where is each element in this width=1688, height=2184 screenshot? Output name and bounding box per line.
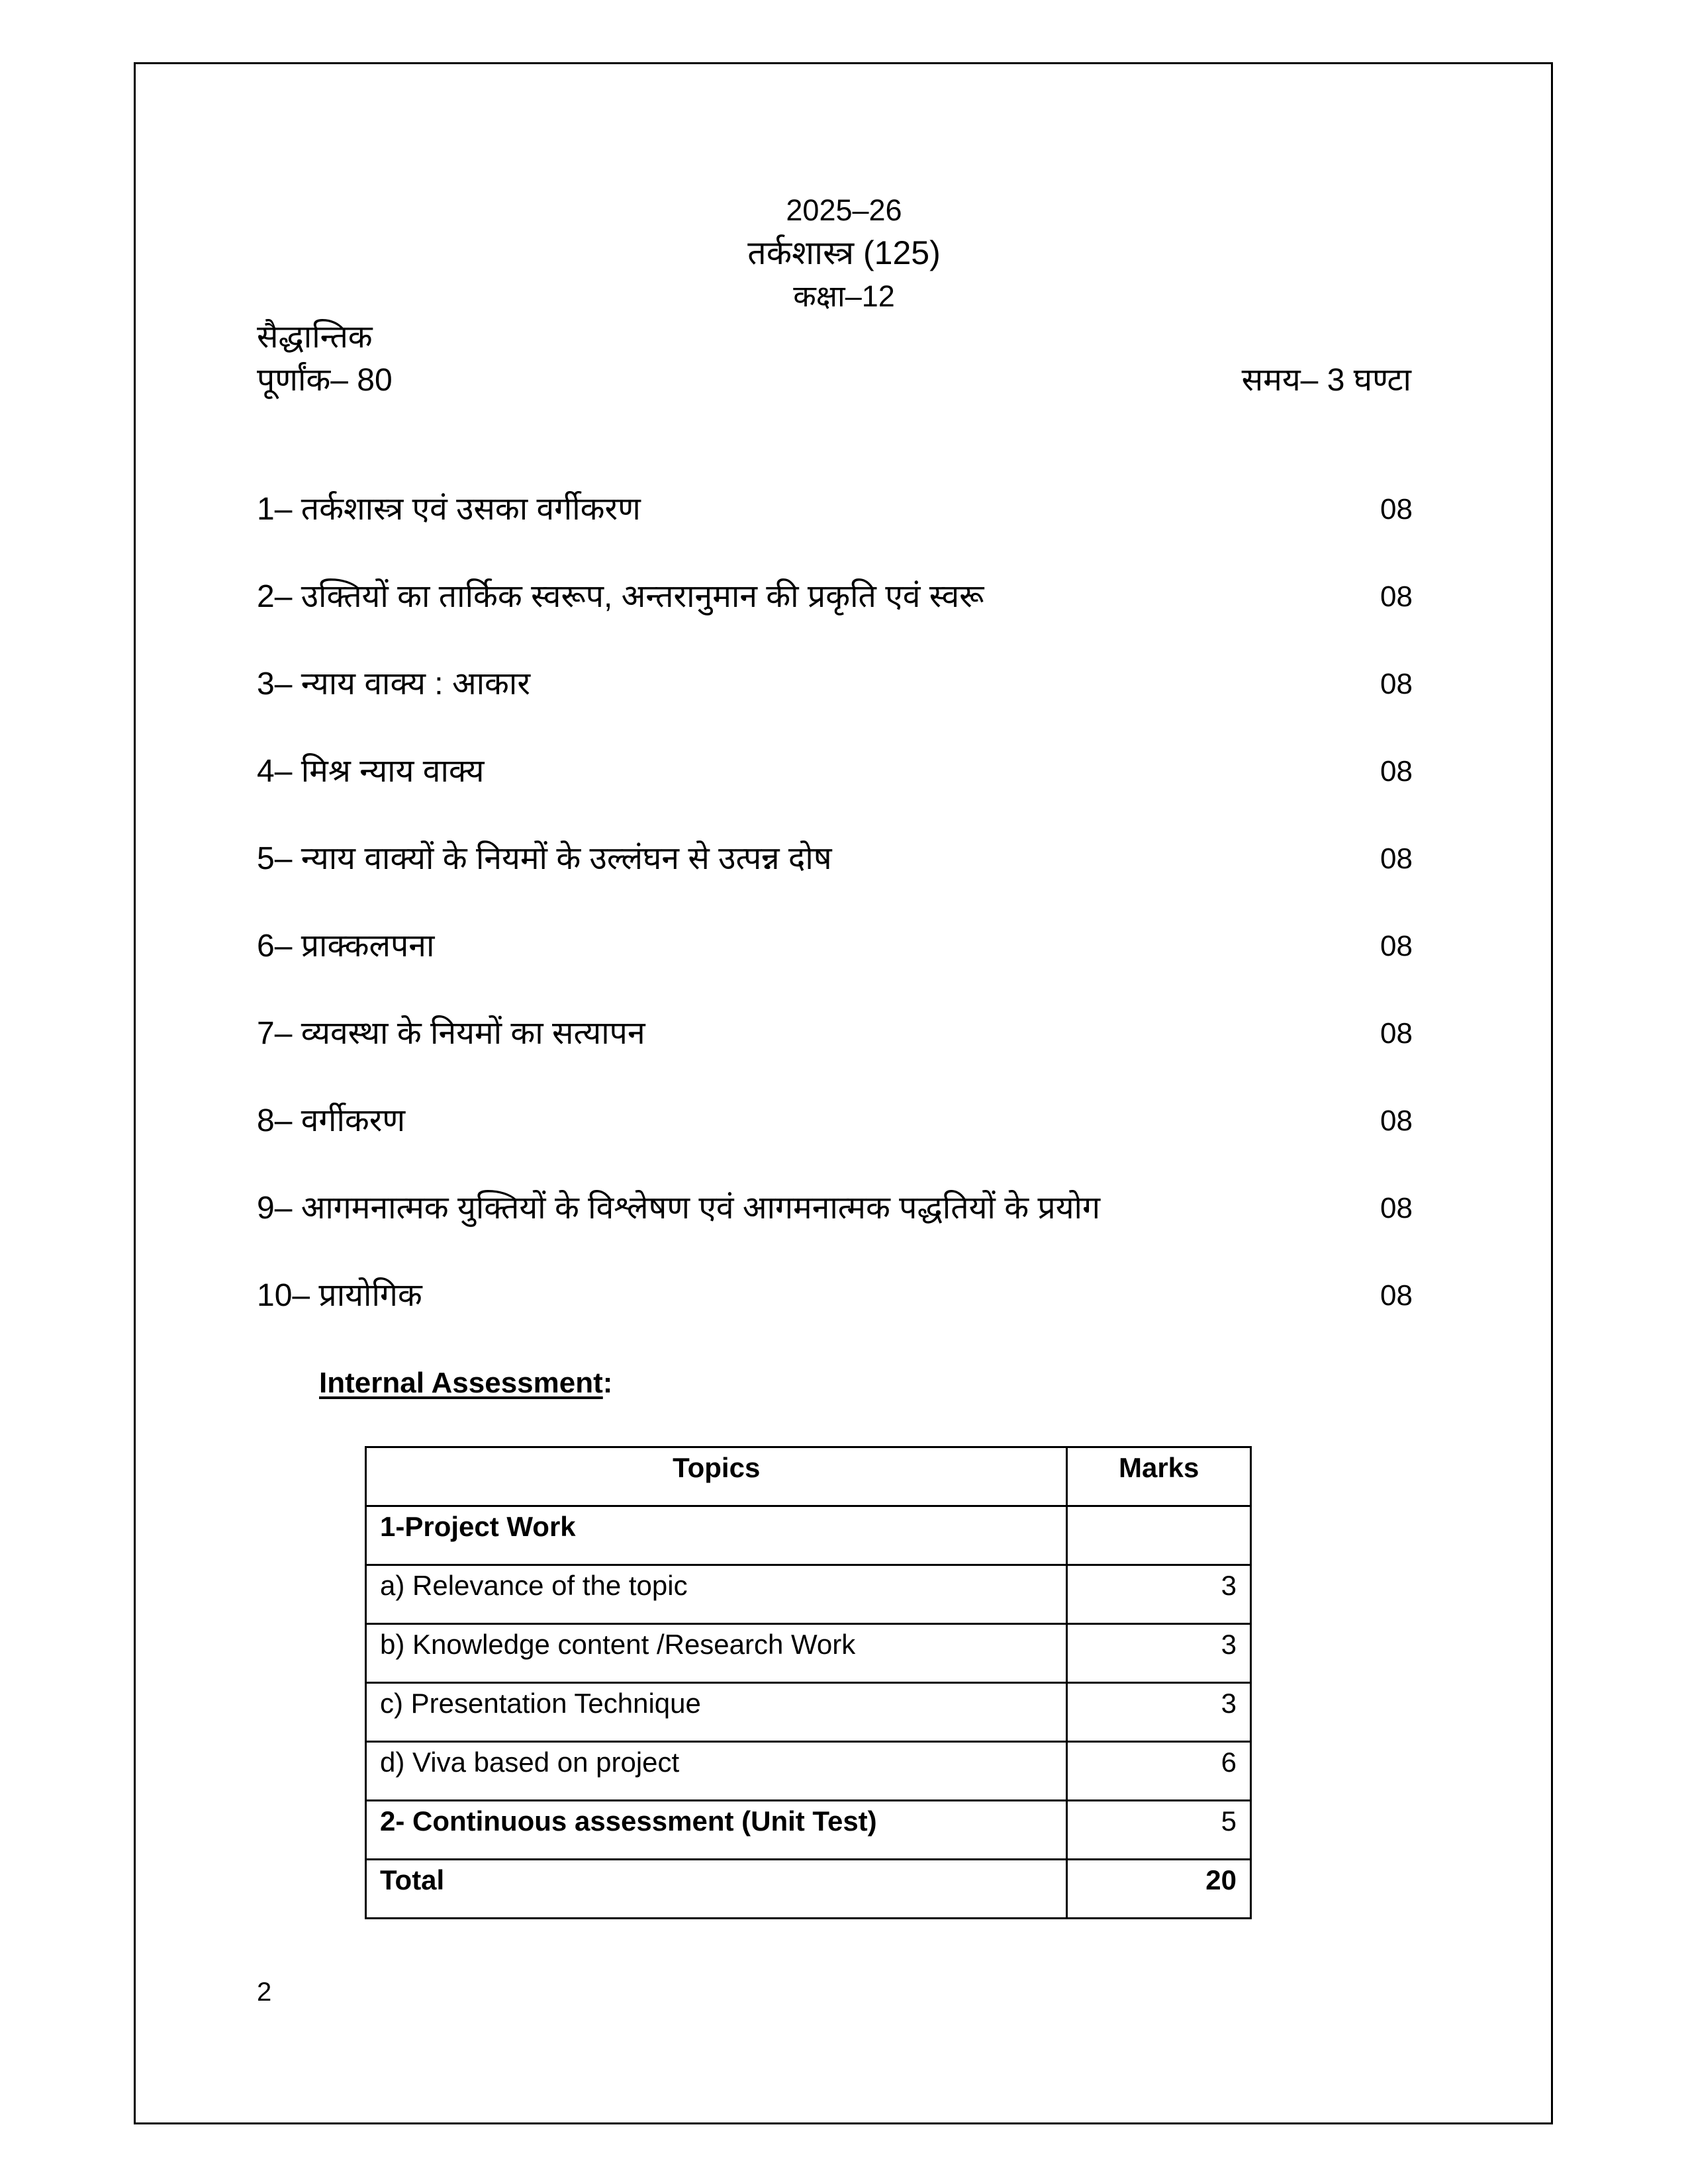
topic-marks: 08 — [1380, 755, 1413, 788]
topic-marks: 08 — [1380, 1105, 1413, 1137]
column-header-marks: Marks — [1067, 1447, 1251, 1506]
topic-marks: 08 — [1380, 842, 1413, 875]
table-header-row — [366, 1447, 1251, 1506]
row-marks — [1067, 1506, 1251, 1565]
topic-text: 3– न्याय वाक्य : आकार — [257, 666, 530, 702]
subject-title: तर्कशास्त्र (125) — [747, 234, 941, 271]
table-row-total — [366, 1860, 1251, 1919]
table-row — [366, 1624, 1251, 1683]
row-topic: 1-Project Work — [366, 1506, 1067, 1565]
topic-marks: 08 — [1380, 668, 1413, 700]
topic-row — [257, 1098, 1413, 1144]
time-allowed: समय– 3 घण्टा — [1241, 363, 1411, 398]
row-marks: 20 — [1067, 1860, 1251, 1919]
topic-row — [257, 1011, 1413, 1057]
table-row — [366, 1801, 1251, 1860]
row-marks: 3 — [1067, 1565, 1251, 1624]
topic-row — [257, 1273, 1413, 1319]
internal-assessment-table — [365, 1446, 1252, 1919]
topic-text: 2– उक्तियों का तार्किक स्वरूप, अन्तरानुमान की प्रकृति एवं स्वरू — [257, 579, 984, 614]
class-label: कक्षा–12 — [793, 279, 895, 313]
topic-marks: 08 — [1380, 1017, 1413, 1050]
table-row — [366, 1683, 1251, 1742]
topic-text: 5– न्याय वाक्यों के नियमों के उल्लंघन से उत्पन्न दोष — [257, 841, 832, 876]
topic-row — [257, 486, 1413, 533]
internal-assessment-title: Internal Assessment — [319, 1367, 603, 1399]
topic-text: 6– प्राक्कलपना — [257, 929, 435, 964]
row-topic: 2- Continuous assessment (Unit Test) — [366, 1801, 1067, 1860]
row-topic: Total — [366, 1860, 1067, 1919]
column-header-topics: Topics — [366, 1447, 1067, 1506]
section-label: सैद्धान्तिक — [257, 320, 373, 355]
table-row — [366, 1742, 1251, 1801]
topic-row — [257, 1185, 1413, 1232]
topic-text: 4– मिश्र न्याय वाक्य — [257, 754, 485, 789]
topic-marks: 08 — [1380, 580, 1413, 613]
topic-marks: 08 — [1380, 1192, 1413, 1224]
row-topic: b) Knowledge content /Research Work — [366, 1624, 1067, 1683]
full-marks: पूर्णांक– 80 — [257, 363, 393, 398]
topic-text: 9– आगमनात्मक युक्तियों के विश्लेषण एवं आगमनात्मक पद्धतियों के प्रयोग — [257, 1191, 1101, 1226]
topic-marks: 08 — [1380, 1279, 1413, 1312]
topic-row — [257, 749, 1413, 795]
session-year: 2025–26 — [786, 193, 902, 227]
table-row — [366, 1565, 1251, 1624]
table-row — [366, 1506, 1251, 1565]
topic-row — [257, 923, 1413, 970]
row-marks: 3 — [1067, 1624, 1251, 1683]
internal-assessment-heading — [319, 1363, 612, 1403]
topic-marks: 08 — [1380, 493, 1413, 525]
topic-text: 7– व्यवस्था के नियमों का सत्यापन — [257, 1016, 645, 1051]
topic-text: 8– वर्गीकरण — [257, 1103, 406, 1138]
row-marks: 3 — [1067, 1683, 1251, 1742]
row-marks: 5 — [1067, 1801, 1251, 1860]
topic-row — [257, 574, 1413, 620]
page-number: 2 — [257, 1978, 272, 2007]
row-topic: c) Presentation Technique — [366, 1683, 1067, 1742]
row-topic: d) Viva based on project — [366, 1742, 1067, 1801]
topic-text: 1– तर्कशास्त्र एवं उसका वर्गीकरण — [257, 492, 641, 527]
topic-row — [257, 661, 1413, 707]
row-marks: 6 — [1067, 1742, 1251, 1801]
internal-assessment-colon: : — [602, 1367, 613, 1399]
topic-marks: 08 — [1380, 930, 1413, 962]
topic-text: 10– प्रायोगिक — [257, 1278, 422, 1313]
row-topic: a) Relevance of the topic — [366, 1565, 1067, 1624]
topic-row — [257, 836, 1413, 882]
